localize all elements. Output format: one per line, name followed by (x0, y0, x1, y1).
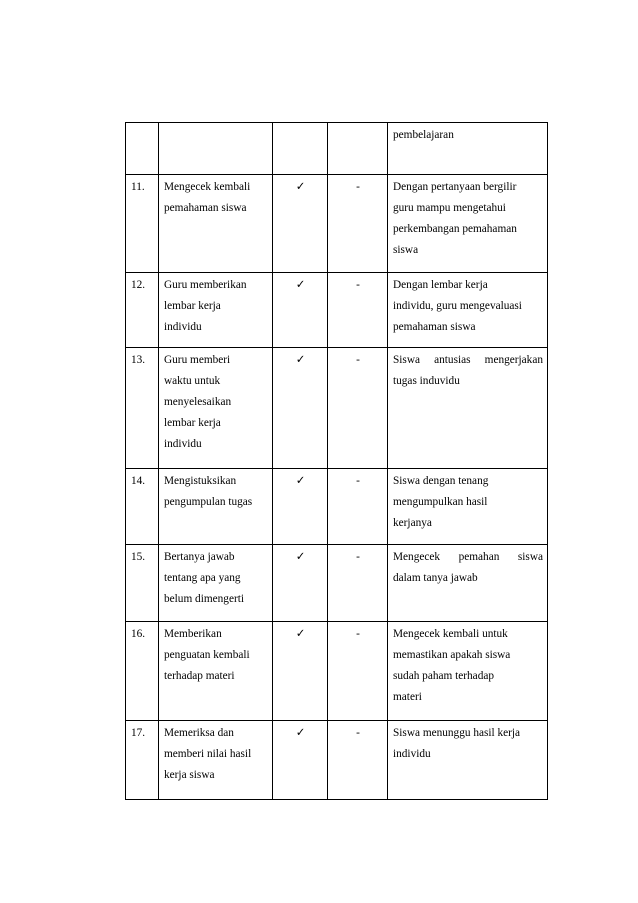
activity-cell: Memberikan penguatan kembali terhadap materi (159, 622, 273, 721)
no-cell: 11. (126, 175, 159, 273)
table-row (126, 348, 548, 469)
keterangan-cell: Dengan lembar kerja individu, guru mengevaluasi pemahaman siswa (388, 273, 548, 348)
keterangan-cell: Mengecek pemahan siswa dalam tanya jawab (388, 545, 548, 622)
check-icon: ✓ (273, 348, 328, 469)
activity-cell: Guru memberikan lembar kerja individu (159, 273, 273, 348)
table-row (126, 469, 548, 545)
table-row (126, 622, 548, 721)
no-cell (126, 123, 159, 175)
check-icon: ✓ (273, 545, 328, 622)
table-row (126, 123, 548, 175)
table-row (126, 175, 548, 273)
no-cell: 15. (126, 545, 159, 622)
keterangan-cell: Mengecek kembali untuk memastikan apakah siswa sudah paham terhadap materi (388, 622, 548, 721)
table-row (126, 273, 548, 348)
no-cell: 12. (126, 273, 159, 348)
check-icon: ✓ (273, 273, 328, 348)
keterangan-cell: Dengan pertanyaan bergilir guru mampu mengetahui perkembangan pemahaman siswa (388, 175, 548, 273)
tidak-cell (328, 123, 388, 175)
observation-table (125, 122, 548, 800)
tidak-cell: - (328, 622, 388, 721)
activity-cell: Guru memberi waktu untuk menyelesaikan lembar kerja individu (159, 348, 273, 469)
tidak-cell: - (328, 721, 388, 800)
check-icon: ✓ (273, 175, 328, 273)
table-row (126, 545, 548, 622)
ya-cell (273, 123, 328, 175)
no-cell: 16. (126, 622, 159, 721)
check-icon: ✓ (273, 721, 328, 800)
tidak-cell: - (328, 545, 388, 622)
activity-cell: Mengecek kembali pemahaman siswa (159, 175, 273, 273)
no-cell: 17. (126, 721, 159, 800)
tidak-cell: - (328, 175, 388, 273)
check-icon: ✓ (273, 469, 328, 545)
activity-cell: Bertanya jawab tentang apa yang belum dimengerti (159, 545, 273, 622)
table-row (126, 721, 548, 800)
tidak-cell: - (328, 469, 388, 545)
keterangan-cell: Siswa menunggu hasil kerja individu (388, 721, 548, 800)
keterangan-cell: Siswa dengan tenang mengumpulkan hasil kerjanya (388, 469, 548, 545)
tidak-cell: - (328, 273, 388, 348)
activity-cell: Memeriksa dan memberi nilai hasil kerja siswa (159, 721, 273, 800)
keterangan-cell: Siswa antusias mengerjakan tugas induvidu (388, 348, 548, 469)
activity-cell: Mengistuksikan pengumpulan tugas (159, 469, 273, 545)
no-cell: 14. (126, 469, 159, 545)
check-icon: ✓ (273, 622, 328, 721)
keterangan-cell: pembelajaran (388, 123, 548, 175)
no-cell: 13. (126, 348, 159, 469)
activity-cell (159, 123, 273, 175)
tidak-cell: - (328, 348, 388, 469)
